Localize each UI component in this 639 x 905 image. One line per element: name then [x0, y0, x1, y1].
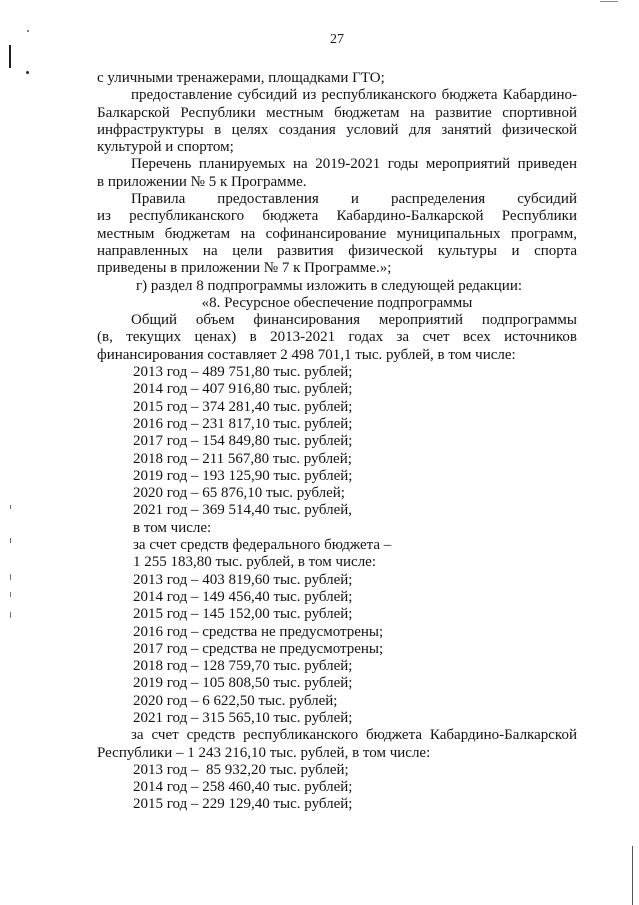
subsidy-rules-paragraph [97, 191, 577, 277]
republican-budget-label: за счет средств республиканского бюджета Кабардино-Балкарской [131, 727, 577, 744]
federal-budget-total: 1 255 183,80 тыс. рублей, в том числе: [133, 554, 377, 571]
year-amount-line: 2017 год – средства не предусмотрены; [133, 640, 384, 657]
text-line: с уличными тренажерами, площадками ГТО; [97, 70, 385, 86]
scan-mark [10, 592, 11, 597]
amendment-instruction: г) раздел 8 подпрограммы изложить в следующей редакции: [136, 277, 523, 294]
year-amount-line: 2018 год – 211 567,80 тыс. рублей; [133, 450, 352, 467]
year-amount-line: 2013 год – 85 932,20 тыс. рублей; [133, 761, 349, 778]
scan-mark [10, 612, 11, 618]
total-financing-paragraph [97, 312, 577, 364]
year-amount-line: 2015 год – 374 281,40 тыс. рублей; [133, 398, 353, 415]
scan-mark [9, 45, 11, 68]
federal-budget-block [97, 537, 577, 727]
scan-mark [10, 538, 11, 543]
paragraph-line: приведены в приложении № 7 к Программе.»; [97, 260, 392, 277]
year-amount-line: 2014 год – 407 916,80 тыс. рублей; [133, 381, 353, 398]
year-amount-line: 2017 год – 154 849,80 тыс. рублей; [133, 433, 353, 450]
year-amount-line: 2021 год – 369 514,40 тыс. рублей, [133, 502, 353, 519]
paragraph-line: Общий объем финансирования мероприятий подпрограммы [131, 312, 577, 329]
year-amount-line: 2015 год – 229 129,40 тыс. рублей; [133, 796, 353, 813]
year-amount-line: 2014 год – 258 460,40 тыс. рублей; [133, 779, 353, 796]
paragraph-line: финансирования составляет 2 498 701,1 тыс. рублей, в том числе: [97, 346, 516, 363]
events-list-paragraph [97, 156, 577, 191]
scan-edge-line [632, 846, 633, 905]
page-number: 27 [330, 32, 344, 47]
paragraph-line: инфраструктуры в целях создания условий для занятий физической [97, 121, 577, 138]
year-amount-line: 2013 год – 403 819,60 тыс. рублей; [133, 571, 353, 588]
year-amount-line: 2019 год – 105 808,50 тыс. рублей; [133, 675, 353, 692]
year-amount-line: 2020 год – 6 622,50 тыс. рублей; [133, 692, 338, 709]
year-amount-line: 2018 год – 128 759,70 тыс. рублей; [133, 658, 353, 675]
subsidies-paragraph [97, 87, 577, 156]
paragraph-line: предоставление субсидий из республиканского бюджета Кабардино- [131, 87, 577, 104]
scan-mark [10, 505, 11, 509]
paragraph-line: культурой и спортом; [97, 139, 234, 156]
year-amount-line: 2016 год – 231 817,10 тыс. рублей; [133, 415, 353, 432]
paragraph-line: направленных на цели развития физической культуры и спорта [97, 242, 577, 259]
federal-budget-label: за счет средств федерального бюджета – [133, 537, 392, 554]
total-by-year-list [97, 364, 577, 520]
including-label: в том числе: [133, 519, 212, 536]
scan-mark [27, 30, 29, 32]
paragraph-line: Балкарской Республики местным бюджетам на развитие спортивной [97, 104, 577, 121]
republican-budget-block [97, 727, 577, 813]
paragraph-line: в приложении № 5 к Программе. [97, 173, 307, 190]
scan-mark [10, 574, 11, 580]
document-body [97, 70, 577, 814]
year-amount-line: 2020 год – 65 876,10 тыс. рублей; [133, 485, 345, 502]
paragraph-line: Перечень планируемых на 2019-2021 годы мероприятий приведен [131, 156, 577, 173]
scan-mark [600, 1, 618, 2]
section-heading: «8. Ресурсное обеспечение подпрограммы [201, 294, 473, 311]
year-amount-line: 2019 год – 193 125,90 тыс. рублей; [133, 467, 353, 484]
paragraph-line: из республиканского бюджета Кабардино-Балкарской Республики [97, 208, 577, 225]
year-amount-line: 2021 год – 315 565,10 тыс. рублей; [133, 709, 353, 726]
paragraph-line: Правила предоставления и распределения субсидий [131, 191, 577, 208]
republican-budget-total: Республики – 1 243 216,10 тыс. рублей, в том числе: [97, 744, 431, 761]
year-amount-line: 2016 год – средства не предусмотрены; [133, 623, 384, 640]
year-amount-line: 2013 год – 489 751,80 тыс. рублей; [133, 364, 353, 381]
paragraph-line: (в, текущих ценах) в 2013-2021 годах за счет всех источников [97, 329, 577, 346]
scan-mark [26, 71, 29, 74]
year-amount-line: 2015 год – 145 152,00 тыс. рублей; [133, 606, 353, 623]
paragraph-line: местным бюджетам на софинансирование муниципальных программ, [97, 225, 577, 242]
year-amount-line: 2014 год – 149 456,40 тыс. рублей; [133, 588, 353, 605]
